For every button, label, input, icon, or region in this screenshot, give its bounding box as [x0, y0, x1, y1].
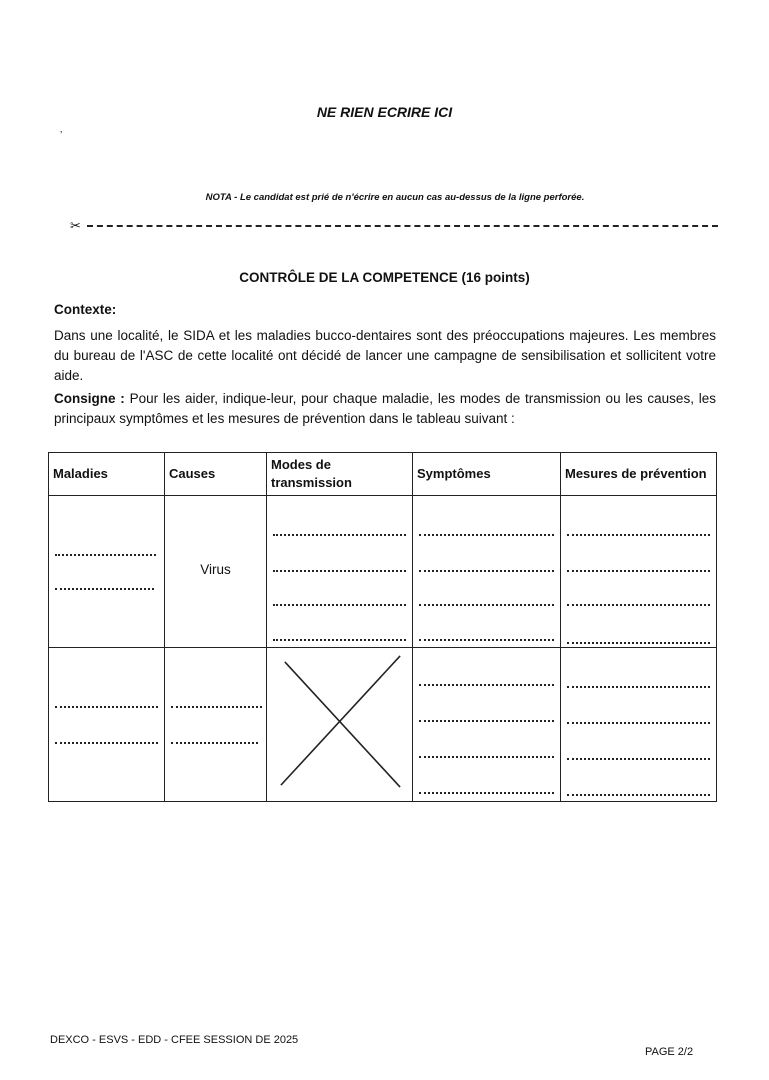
- table-row: [49, 496, 717, 648]
- header-symptomes: Symptômes: [413, 453, 561, 496]
- dashed-line: [87, 225, 718, 227]
- answer-line[interactable]: [273, 639, 406, 641]
- answer-line[interactable]: [567, 534, 710, 536]
- cross-out-mark: [267, 648, 412, 801]
- context-label: Contexte:: [54, 302, 117, 317]
- cell-symptomes-2[interactable]: [413, 648, 561, 802]
- cell-cause-2[interactable]: [165, 648, 267, 802]
- cell-prevention-1[interactable]: [561, 496, 717, 648]
- table-row: [49, 648, 717, 802]
- answer-line[interactable]: [419, 604, 554, 606]
- footer-page-number: PAGE 2/2: [645, 1046, 694, 1058]
- answer-line[interactable]: [273, 534, 406, 536]
- footer-exam-reference: DEXCO - ESVS - EDD - CFEE SESSION DE 2025: [50, 1034, 299, 1046]
- nota-text: NOTA - Le candidat est prié de n'écrire en aucun cas au-dessus de la ligne perforée.: [205, 192, 585, 203]
- scissors-icon: ✂: [70, 218, 81, 233]
- cell-maladie-2[interactable]: [49, 648, 165, 802]
- cause-virus-text: Virus: [200, 562, 231, 577]
- header-causes: Causes: [165, 453, 267, 496]
- answer-line[interactable]: [55, 706, 158, 708]
- perforated-line: [70, 218, 718, 234]
- answer-line[interactable]: [55, 588, 154, 590]
- answer-line[interactable]: [567, 686, 710, 688]
- answer-line[interactable]: [567, 722, 710, 724]
- cell-maladie-1[interactable]: [49, 496, 165, 648]
- answer-line[interactable]: [567, 642, 710, 644]
- answer-line[interactable]: [567, 794, 710, 796]
- cell-transmission-2-crossed: [267, 648, 413, 802]
- answer-line[interactable]: [567, 604, 710, 606]
- answer-line[interactable]: [419, 639, 554, 641]
- answer-line[interactable]: [419, 684, 554, 686]
- page-header-title: NE RIEN ECRIRE ICI: [316, 104, 453, 120]
- table-header-row: [49, 453, 717, 496]
- header-maladies: Maladies: [49, 453, 165, 496]
- answer-line[interactable]: [171, 706, 262, 708]
- answer-line[interactable]: [55, 554, 156, 556]
- answer-line[interactable]: [273, 604, 406, 606]
- answer-line[interactable]: [419, 792, 554, 794]
- stray-mark: ’: [60, 130, 63, 141]
- answer-line[interactable]: [419, 756, 554, 758]
- answer-table: [48, 452, 717, 802]
- cell-transmission-1[interactable]: [267, 496, 413, 648]
- answer-line[interactable]: [273, 570, 406, 572]
- answer-line[interactable]: [419, 720, 554, 722]
- instruction-text: Pour les aider, indique-leur, pour chaque maladie, les modes de transmission ou les causes, les principaux symptômes et les mesures de prévention dans le tableau suivant :: [54, 391, 716, 426]
- answer-line[interactable]: [419, 534, 554, 536]
- context-text: Dans une localité, le SIDA et les maladies bucco-dentaires sont des préoccupations majeures. Les membres du bureau de l'ASC de cette localité ont décidé de lancer une campagne de sensibilisation et sollicitent votre aide.: [54, 328, 716, 383]
- answer-line[interactable]: [171, 742, 258, 744]
- header-mesures-prevention: Mesures de prévention: [561, 453, 717, 496]
- answer-line[interactable]: [567, 758, 710, 760]
- cell-cause-1: [165, 496, 267, 648]
- cell-symptomes-1[interactable]: [413, 496, 561, 648]
- cell-prevention-2[interactable]: [561, 648, 717, 802]
- instruction-label: Consigne :: [54, 391, 125, 406]
- instruction-paragraph: [54, 389, 716, 429]
- answer-line[interactable]: [55, 742, 158, 744]
- answer-line[interactable]: [567, 570, 710, 572]
- answer-line[interactable]: [419, 570, 554, 572]
- header-modes-transmission: Modes de transmission: [267, 453, 413, 496]
- section-title: CONTRÔLE DE LA COMPETENCE (16 points): [239, 270, 530, 285]
